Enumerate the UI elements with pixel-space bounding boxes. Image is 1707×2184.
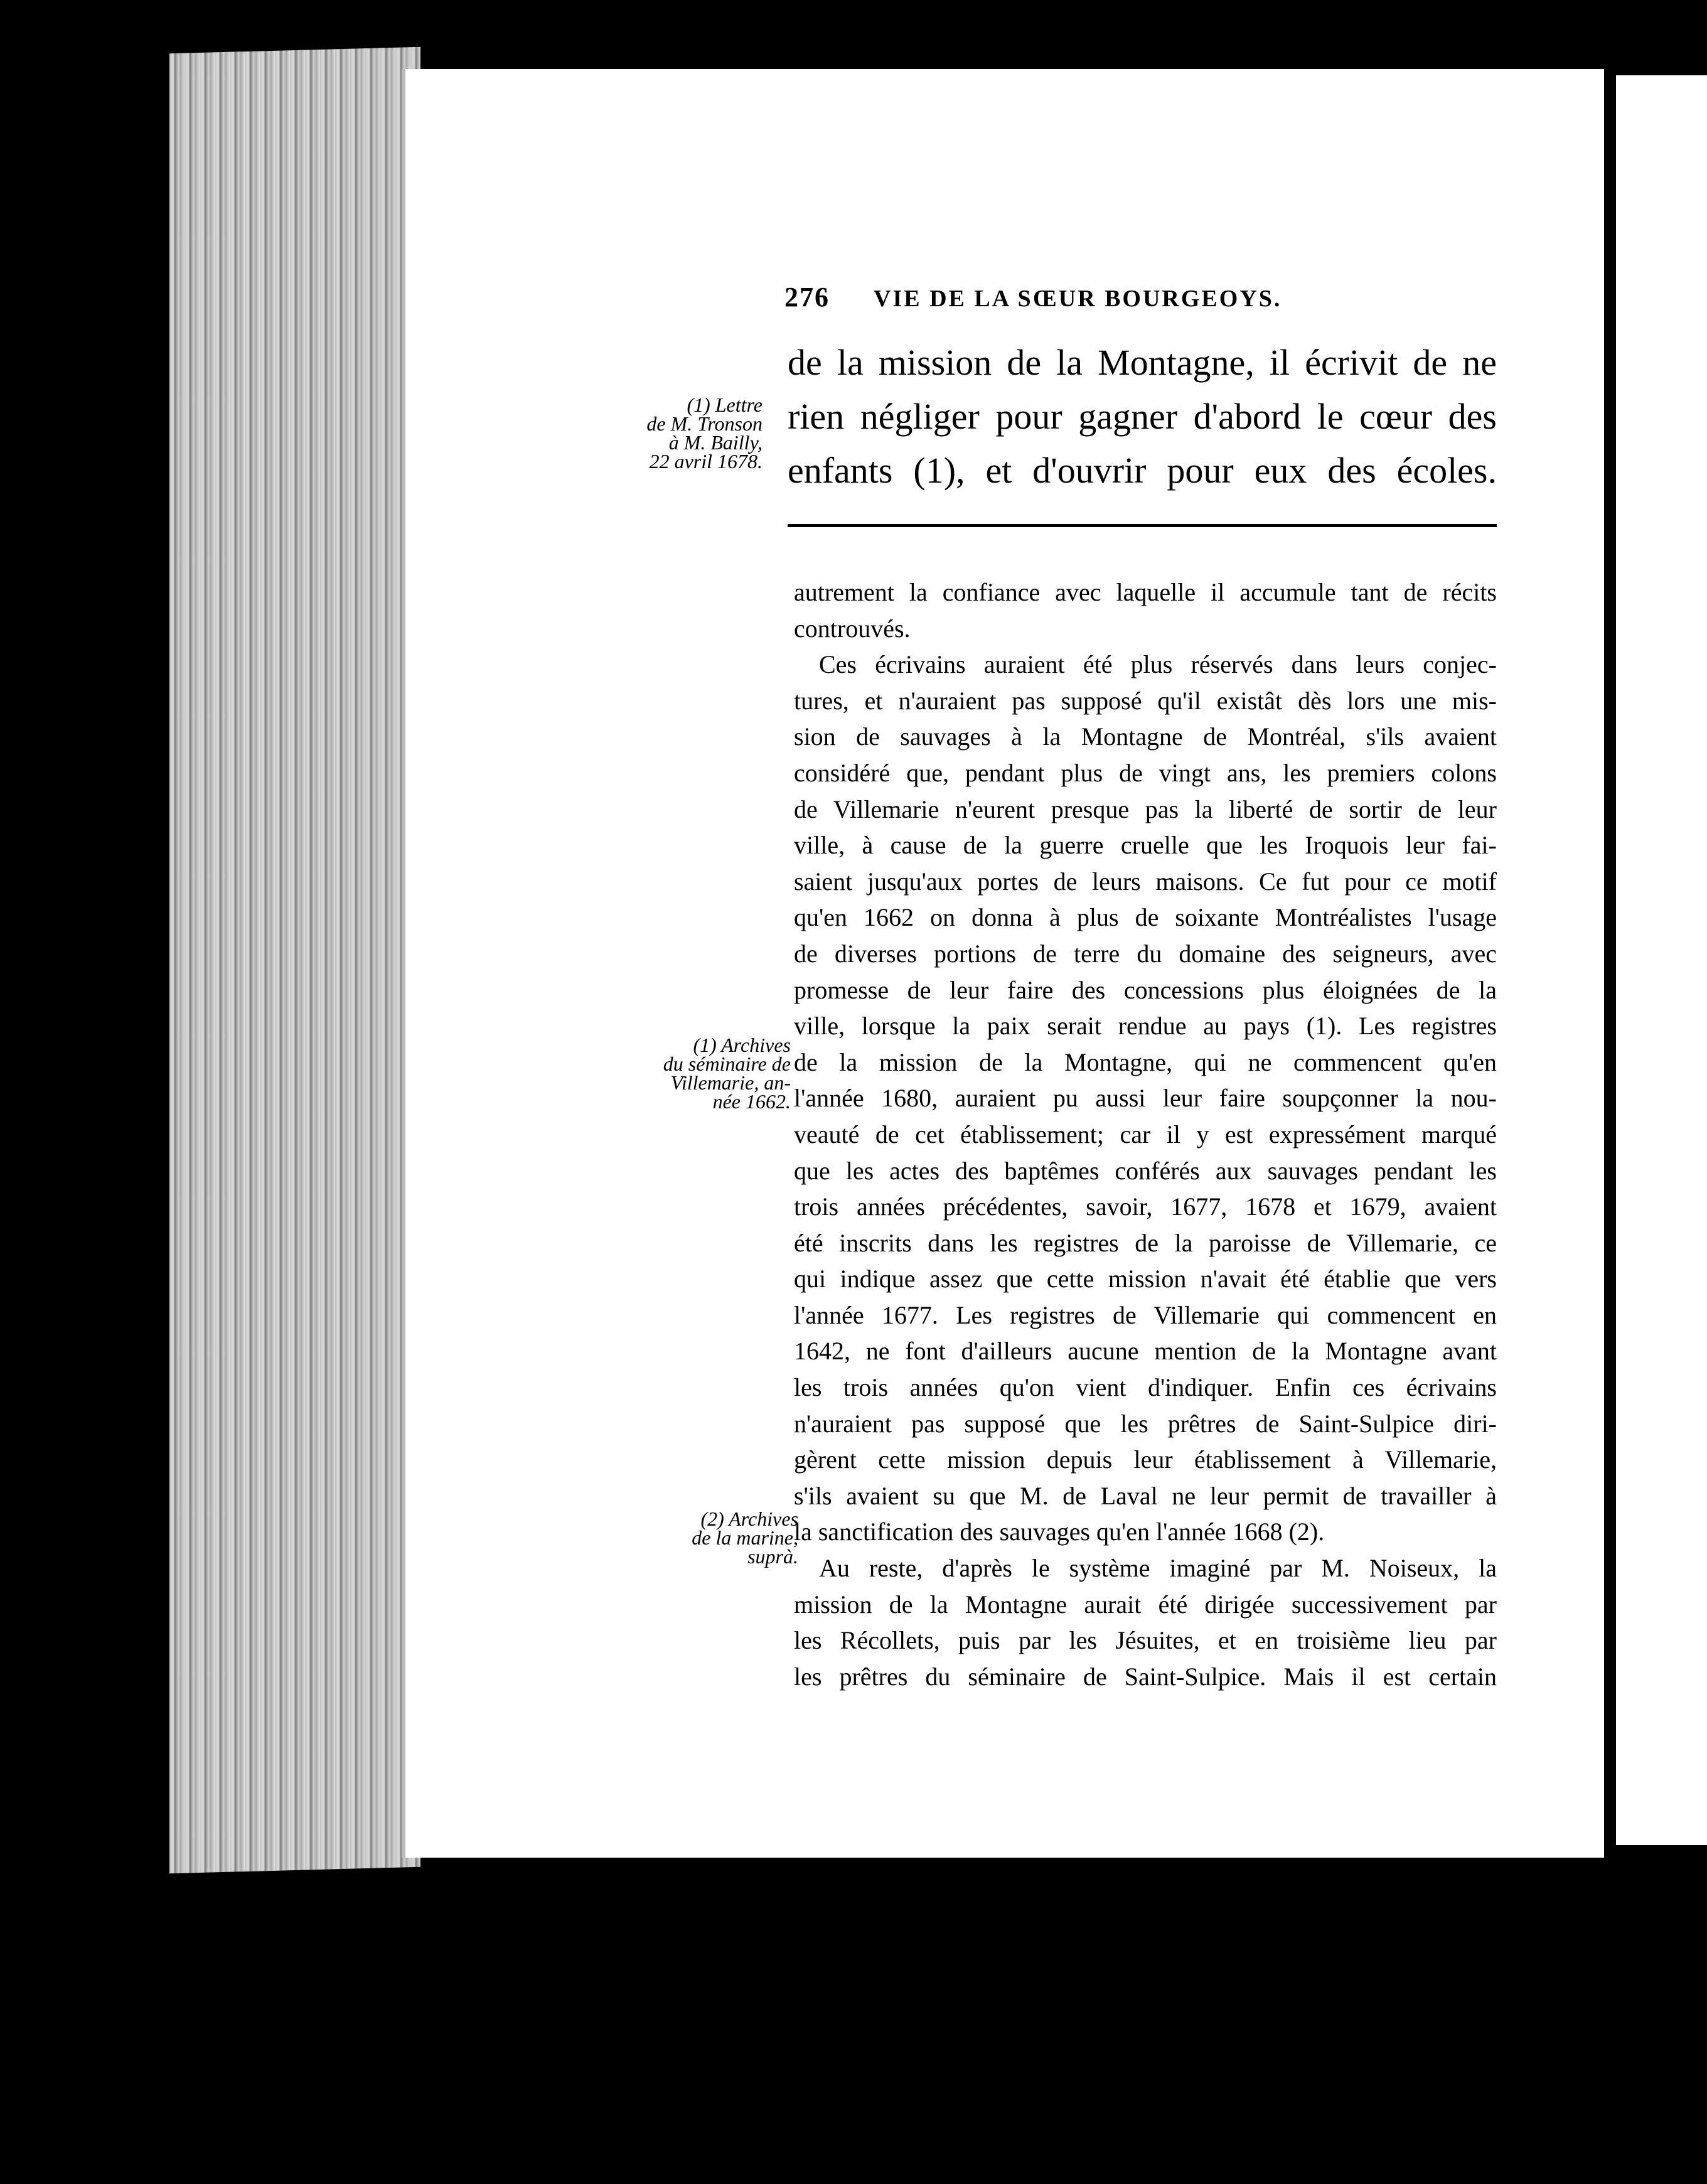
book-page-edges — [169, 47, 420, 1873]
note-line: de la marine, — [692, 1526, 798, 1549]
body-line: 1642, ne font d'ailleurs aucune mention de la Montagne avant — [794, 1337, 1497, 1366]
body-line: les Récollets, puis par les Jésuites, et en troisième lieu par — [794, 1626, 1497, 1655]
side-note-archives-marine — [634, 1509, 798, 1566]
body-line: qu'en 1662 on donna à plus de soixante Montréalistes l'usage — [794, 903, 1497, 932]
body-line: s'ils avaient su que M. de Laval ne leur permit de travailler à — [794, 1481, 1497, 1510]
separator-rule — [788, 524, 1497, 527]
side-note-tronson — [584, 395, 763, 471]
body-line: gèrent cette mission depuis leur établissement à Villemarie, — [794, 1445, 1497, 1474]
running-head — [784, 281, 1443, 313]
page-number: 276 — [784, 282, 830, 313]
body-line: les prêtres du séminaire de Saint-Sulpice. Mais il est certain — [794, 1662, 1497, 1691]
body-line: mission de la Montagne aurait été dirigée successivement par — [794, 1590, 1497, 1619]
body-line: de diverses portions de terre du domaine des seigneurs, avec — [794, 939, 1497, 968]
note-line: à M. Bailly, — [668, 431, 763, 454]
body-line: considéré que, pendant plus de vingt ans, les premiers colons — [794, 758, 1497, 787]
note-line: de M. Tronson — [646, 412, 763, 435]
lead-line: enfants (1), et d'ouvrir pour eux des écoles. — [788, 450, 1497, 491]
body-line: saient jusqu'aux portes de leurs maisons. Ce fut pour ce motif — [794, 867, 1497, 896]
body-line: les trois années qu'on vient d'indiquer. Enfin ces écrivains — [794, 1373, 1497, 1402]
body-line: ville, lorsque la paix serait rendue au pays (1). Les registres — [794, 1012, 1497, 1041]
body-line: sion de sauvages à la Montagne de Montréal, s'ils avaient — [794, 722, 1497, 751]
body-line: ville, à cause de la guerre cruelle que les Iroquois leur fai- — [794, 831, 1497, 860]
body-line: la sanctification des sauvages qu'en l'année 1668 (2). — [794, 1518, 1325, 1546]
body-line: promesse de leur faire des concessions plus éloignées de la — [794, 975, 1497, 1004]
body-line: l'année 1680, auraient pu aussi leur faire soupçonner la nou- — [794, 1084, 1497, 1113]
body-line: tures, et n'auraient pas supposé qu'il existât dès lors une mis- — [794, 686, 1497, 715]
body-line: de la mission de la Montagne, qui ne commencent qu'en — [794, 1047, 1497, 1076]
body-line: n'auraient pas supposé que les prêtres de Saint-Sulpice diri- — [794, 1409, 1497, 1438]
body-line: trois années précédentes, savoir, 1677, 1678 et 1679, avaient — [794, 1192, 1497, 1221]
note-line: (1) Archives — [693, 1034, 791, 1056]
body-line: veauté de cet établissement; car il y est expressément marqué — [794, 1120, 1497, 1148]
note-line: 22 avril 1678. — [649, 450, 763, 473]
note-line: (1) Lettre — [687, 393, 763, 416]
note-line: (2) Archives — [700, 1507, 798, 1530]
body-line: été inscrits dans les registres de la paroisse de Villemarie, ce — [794, 1228, 1497, 1257]
lead-line: de la mission de la Montagne, il écrivit de ne — [788, 342, 1497, 383]
note-line: Villemarie, an- — [670, 1071, 791, 1094]
body-line: controuvés. — [794, 614, 911, 643]
body-text — [794, 574, 1497, 1694]
lead-paragraph — [788, 336, 1497, 498]
note-line: du séminaire de — [663, 1052, 791, 1075]
note-line: née 1662. — [712, 1090, 791, 1113]
running-title: VIE DE LA SŒUR BOURGEOYS. — [874, 286, 1282, 312]
body-line: l'année 1677. Les registres de Villemarie qui commencent en — [794, 1300, 1497, 1329]
facing-page-edge — [1616, 75, 1707, 1845]
note-line: suprà. — [747, 1545, 798, 1568]
body-line: autrement la confiance avec laquelle il accumule tant de récits — [794, 578, 1497, 606]
body-line: de Villemarie n'eurent presque pas la liberté de sortir de leur — [794, 795, 1497, 823]
lead-line: rien négliger pour gagner d'abord le cœur des — [788, 396, 1497, 437]
body-line: qui indique assez que cette mission n'avait été établie que vers — [794, 1265, 1497, 1293]
body-line: que les actes des baptêmes conférés aux sauvages pendant les — [794, 1156, 1497, 1185]
body-line: Au reste, d'après le système imaginé par M. Noiseux, la — [819, 1554, 1497, 1583]
body-line: Ces écrivains auraient été plus réservés dans leurs conjec- — [819, 650, 1497, 679]
side-note-archives-seminaire — [615, 1036, 791, 1111]
